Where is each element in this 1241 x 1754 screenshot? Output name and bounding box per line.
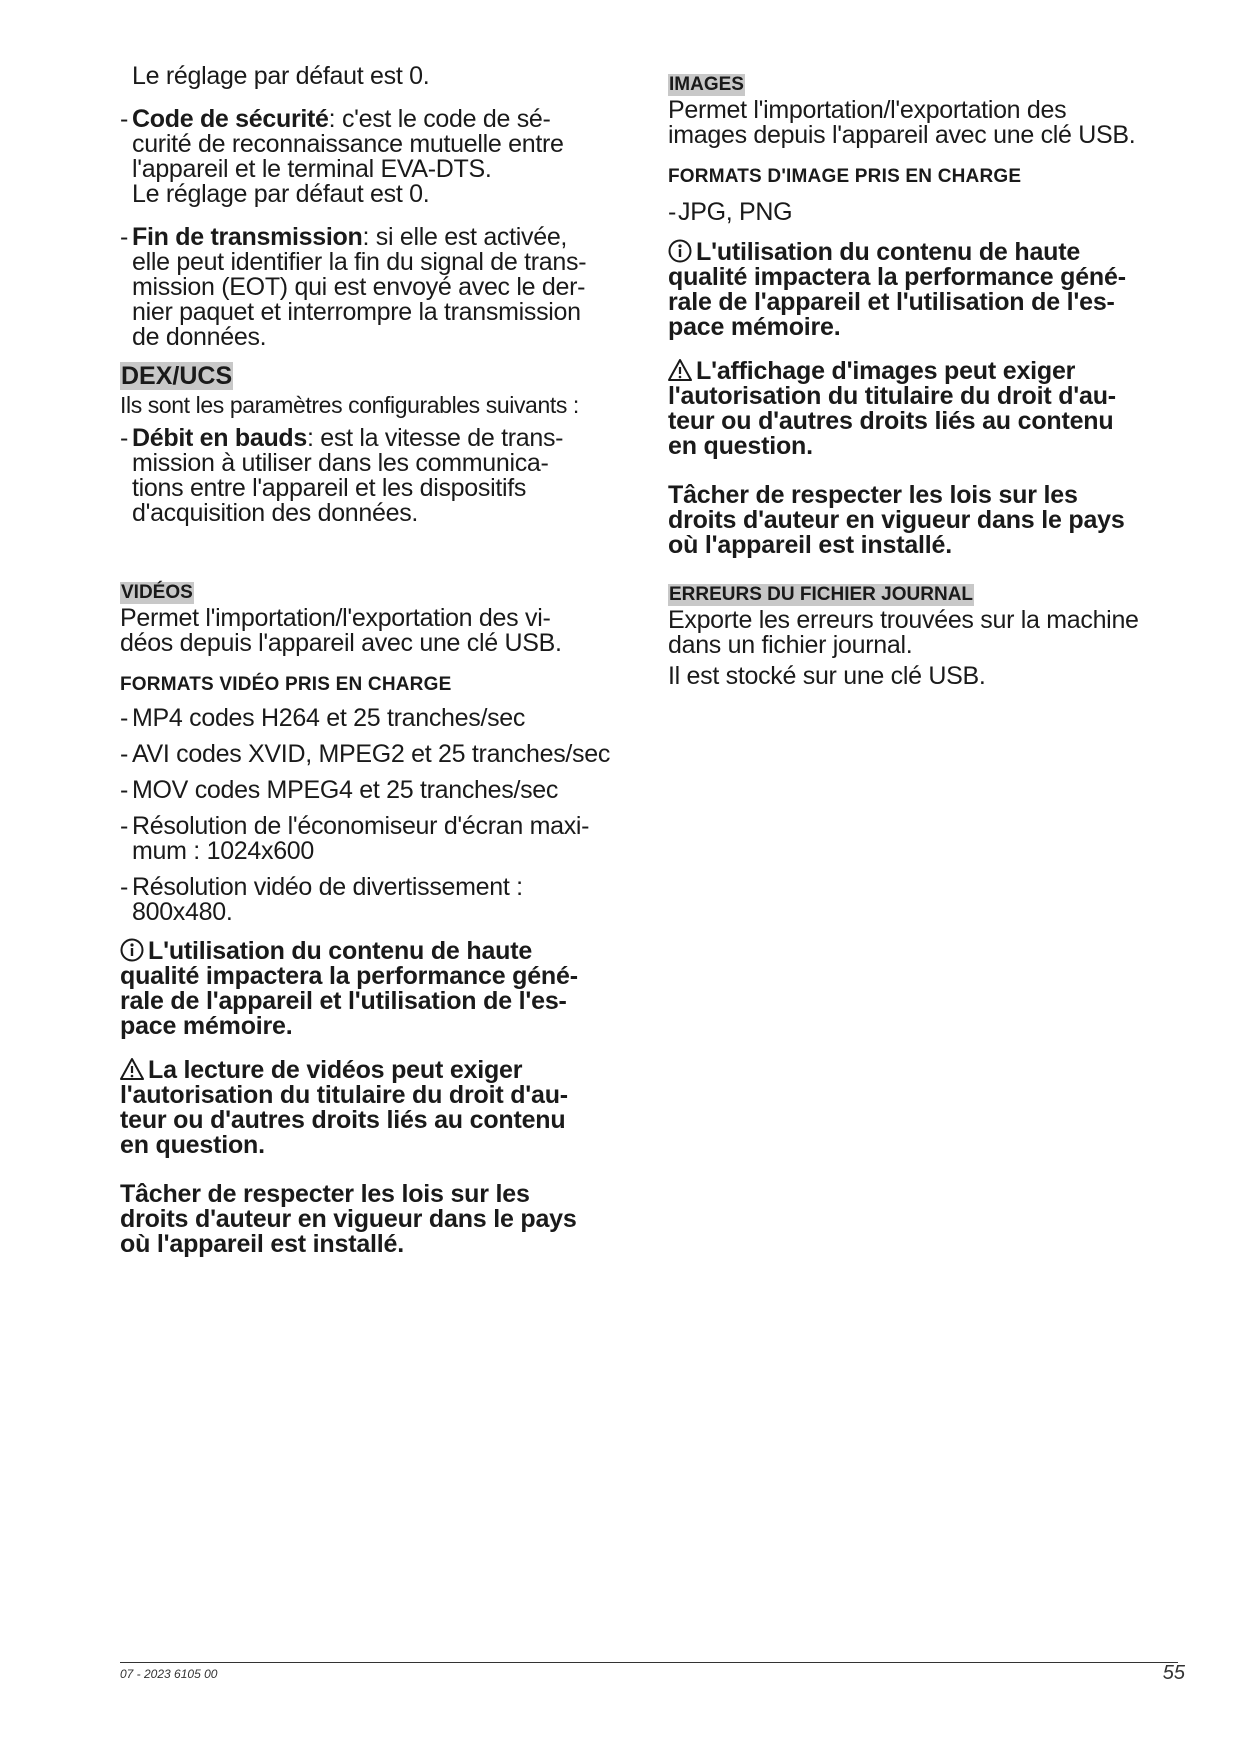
info-circle-icon: [120, 938, 144, 962]
video-format-item: - MP4 codes H264 et 25 tranches/sec: [120, 704, 526, 732]
videos-heading: VIDÉOS: [121, 582, 193, 603]
page-number: 55: [1162, 1662, 1185, 1684]
security-code-term: Code de sécurité: [132, 105, 329, 133]
security-code-default: Le réglage par défaut est 0.: [132, 180, 430, 208]
image-warning-note: L'affichage d'images peut exiger l'autorisation du titulaire du droit d'au- teur ou d'autres droits liés au contenu en question.: [668, 357, 1116, 460]
info-circle-icon: [668, 239, 692, 263]
video-format-item: - AVI codes XVID, MPEG2 et 25 tranches/sec: [120, 740, 611, 768]
images-heading: IMAGES: [669, 74, 744, 95]
image-formats-heading: FORMATS D'IMAGE PRIS EN CHARGE: [668, 166, 1022, 187]
dex-ucs-heading: DEX/UCS: [121, 362, 233, 390]
security-code-item: - Code de sécurité: c'est le code de sé- curité de reconnaissance mutuelle entre l'appareil et le terminal EVA-DTS. Le réglage par défaut est 0.: [120, 107, 640, 207]
end-transmission-term: Fin de transmission: [132, 223, 363, 251]
footer-rule: [120, 1662, 1178, 1663]
log-errors-heading: ERREURS DU FICHIER JOURNAL: [669, 584, 974, 605]
image-info-note: L'utilisation du contenu de haute qualité impactera la performance géné- rale de l'appareil et l'utilisation de l'es- pace mémoire.: [668, 238, 1126, 341]
right-column: [668, 64, 1198, 689]
images-intro: Permet l'importation/l'exportation des images depuis l'appareil avec une clé USB.: [668, 96, 1136, 149]
video-format-item: - Résolution vidéo de divertissement : 800x480.: [120, 873, 523, 926]
left-column: [120, 64, 640, 1257]
video-formats-heading: FORMATS VIDÉO PRIS EN CHARGE: [120, 674, 452, 695]
baud-rate-term: Débit en bauds: [132, 424, 307, 452]
videos-intro: Permet l'importation/l'exportation des vi- déos depuis l'appareil avec une clé USB.: [120, 604, 562, 657]
image-format-item: - JPG, PNG: [668, 198, 793, 226]
video-info-note: L'utilisation du contenu de haute qualité impactera la performance géné- rale de l'appareil et l'utilisation de l'es- pace mémoire.: [120, 937, 578, 1040]
footer-doc-code: 07 - 2023 6105 00: [120, 1667, 218, 1681]
log-intro: Exporte les erreurs trouvées sur la machine dans un fichier journal.: [668, 606, 1139, 659]
warning-triangle-icon: [668, 358, 692, 382]
image-law-note: Tâcher de respecter les lois sur les droits d'auteur en vigueur dans le pays où l'appareil est installé.: [668, 481, 1125, 559]
baud-rate-item: - Débit en bauds: est la vitesse de trans- mission à utiliser dans les communica- tions entre l'appareil et les dispositifs d'acquisition des données.: [120, 424, 564, 527]
video-format-item: - MOV codes MPEG4 et 25 tranches/sec: [120, 776, 559, 804]
dex-intro: Ils sont les paramètres configurables suivants :: [120, 392, 579, 418]
video-law-note: Tâcher de respecter les lois sur les droits d'auteur en vigueur dans le pays où l'appareil est installé.: [120, 1180, 577, 1258]
default-setting-text: Le réglage par défaut est 0.: [132, 62, 430, 90]
video-format-item: - Résolution de l'économiseur d'écran maxi- mum : 1024x600: [120, 812, 590, 865]
video-warning-note: La lecture de vidéos peut exiger l'autorisation du titulaire du droit d'au- teur ou d'autres droits liés au contenu en question.: [120, 1056, 568, 1159]
end-transmission-item: - Fin de transmission: si elle est activée, elle peut identifier la fin du signal de trans- mission (EOT) qui est envoyé avec le der- nier paquet et interrompre la transmission de données.: [120, 223, 587, 351]
warning-triangle-icon: [120, 1057, 144, 1081]
log-storage-text: Il est stocké sur une clé USB.: [668, 662, 986, 690]
